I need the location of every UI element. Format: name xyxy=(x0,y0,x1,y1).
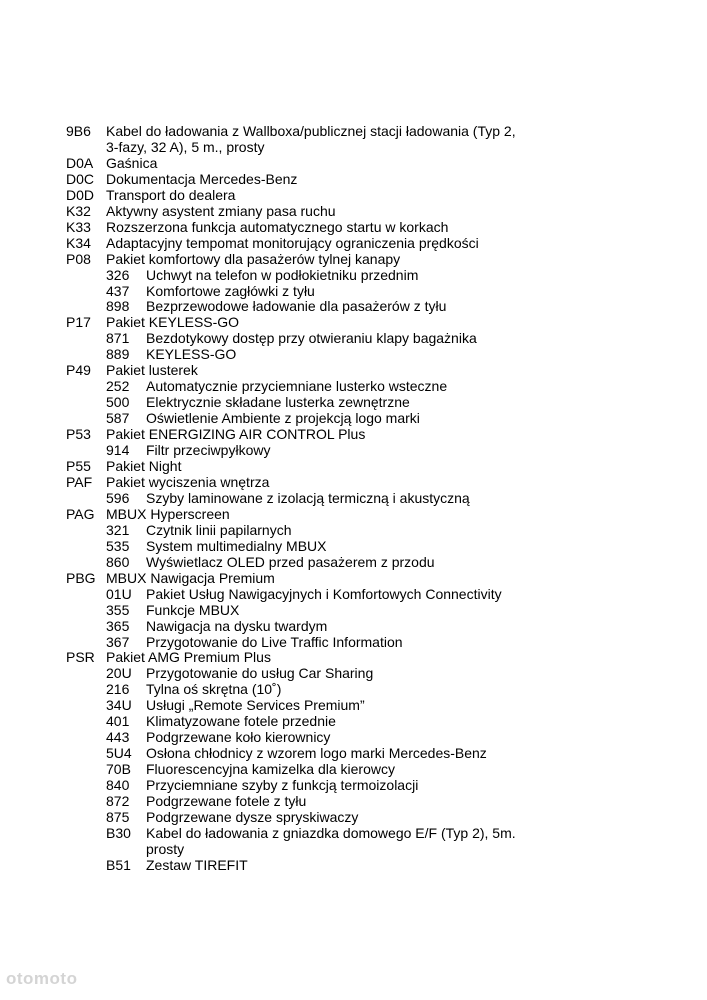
option-code: P53 xyxy=(66,426,91,443)
sub-item-code: 914 xyxy=(106,442,130,459)
option-item xyxy=(66,363,666,379)
sub-item xyxy=(66,379,666,395)
sub-item-description: Osłona chłodnicy z wzorem logo marki Mercedes-Benz xyxy=(146,745,487,762)
sub-item-code: 20U xyxy=(106,665,132,682)
sub-item-description: Podgrzewane dysze spryskiwaczy xyxy=(146,808,359,825)
sub-item xyxy=(66,587,666,603)
sub-item-description: Kabel do ładowania z gniazdka domowego E/F (Typ 2), 5m. xyxy=(146,824,516,841)
sub-item-description: Przyciemniane szyby z funkcją termoizolacji xyxy=(146,777,419,794)
sub-item-code: 889 xyxy=(106,346,130,363)
option-description: Kabel do ładowania z Wallboxa/publicznej stacji ładowania (Typ 2, xyxy=(106,123,516,139)
option-item xyxy=(66,252,666,268)
sub-item-code: 401 xyxy=(106,713,130,730)
option-item xyxy=(66,156,666,172)
option-item xyxy=(66,236,666,252)
sub-item-description: Tylna oś skrętna (10˚) xyxy=(146,681,282,698)
option-item xyxy=(66,172,666,188)
option-code: D0A xyxy=(66,154,94,171)
sub-item-description: Fluorescencyjna kamizelka dla kierowcy xyxy=(146,761,395,778)
sub-item xyxy=(66,714,666,730)
sub-item-code: 321 xyxy=(106,521,130,538)
sub-item-description: System multimedialny MBUX xyxy=(146,537,327,554)
sub-item-description: Przygotowanie do usług Car Sharing xyxy=(146,665,374,682)
option-description: 3-fazy, 32 A), 5 m., prosty xyxy=(106,138,265,155)
sub-item-code: 326 xyxy=(106,266,130,283)
option-code: 9B6 xyxy=(66,123,91,139)
sub-item-code: 34U xyxy=(106,697,132,714)
sub-item-description: Bezprzewodowe ładowanie dla pasażerów z tyłu xyxy=(146,298,447,315)
sub-item-description: Nawigacja na dysku twardym xyxy=(146,617,328,634)
sub-item-code: 443 xyxy=(106,729,130,746)
equipment-list xyxy=(66,124,666,874)
sub-item-description: Automatycznie przyciemniane lusterko wsteczne xyxy=(146,378,448,395)
sub-item xyxy=(66,666,666,682)
sub-item xyxy=(66,299,666,315)
sub-item-description: Zestaw TIREFIT xyxy=(146,856,248,873)
option-description: Adaptacyjny tempomat monitorujący ograniczenia prędkości xyxy=(106,234,479,251)
sub-item xyxy=(66,730,666,746)
sub-item-description: Uchwyt na telefon w podłokietniku przednim xyxy=(146,266,419,283)
sub-item xyxy=(66,619,666,635)
option-description: Transport do dealera xyxy=(106,186,236,203)
sub-item xyxy=(66,395,666,411)
sub-item-description: Przygotowanie do Live Traffic Information xyxy=(146,633,403,650)
option-code: K34 xyxy=(66,234,91,251)
sub-item-code: 01U xyxy=(106,585,132,602)
option-code: P49 xyxy=(66,362,91,379)
option-description: Gaśnica xyxy=(106,154,158,171)
sub-item xyxy=(66,491,666,507)
option-code: D0C xyxy=(66,170,95,187)
sub-item xyxy=(66,682,666,698)
sub-item xyxy=(66,268,666,284)
option-description: Rozszerzona funkcja automatycznego startu w korkach xyxy=(106,218,449,235)
watermark: otomoto xyxy=(6,969,78,988)
option-code: PAF xyxy=(66,473,93,490)
option-item xyxy=(66,650,666,666)
option-code: P55 xyxy=(66,458,91,475)
sub-item-code: B51 xyxy=(106,856,131,873)
option-description: Pakiet wyciszenia wnętrza xyxy=(106,473,270,490)
sub-item-code: 5U4 xyxy=(106,745,132,762)
option-code: P17 xyxy=(66,314,91,331)
sub-item-description: Wyświetlacz OLED przed pasażerem z przodu xyxy=(146,553,435,570)
option-item xyxy=(66,427,666,443)
sub-item xyxy=(66,698,666,714)
sub-item xyxy=(66,746,666,762)
sub-item-description: Klimatyzowane fotele przednie xyxy=(146,713,336,730)
sub-item-code: 252 xyxy=(106,378,130,395)
sub-item-description: Pakiet Usług Nawigacyjnych i Komfortowych Connectivity xyxy=(146,585,502,602)
sub-item-description: Usługi „Remote Services Premium” xyxy=(146,697,365,714)
sub-item-code: 355 xyxy=(106,601,130,618)
option-code: PSR xyxy=(66,649,95,666)
sub-item-code: 587 xyxy=(106,410,130,427)
sub-item-description: Filtr przeciwpyłkowy xyxy=(146,442,271,459)
sub-item-code: B30 xyxy=(106,824,131,841)
sub-item xyxy=(66,778,666,794)
option-description: Pakiet KEYLESS-GO xyxy=(106,314,240,331)
sub-item-code: 860 xyxy=(106,553,130,570)
sub-item xyxy=(66,539,666,555)
sub-item-description: KEYLESS-GO xyxy=(146,346,237,363)
sub-item-code: 365 xyxy=(106,617,130,634)
sub-item-description: Podgrzewane koło kierownicy xyxy=(146,729,331,746)
option-code: K32 xyxy=(66,202,91,219)
sub-item xyxy=(66,331,666,347)
sub-item xyxy=(66,603,666,619)
option-description: Aktywny asystent zmiany pasa ruchu xyxy=(106,202,336,219)
sub-item-code: 535 xyxy=(106,537,130,554)
sub-item-code: 840 xyxy=(106,777,130,794)
sub-item-description: Podgrzewane fotele z tyłu xyxy=(146,793,307,810)
sub-item-code: 871 xyxy=(106,330,130,347)
option-item xyxy=(66,315,666,331)
option-item xyxy=(66,475,666,491)
sub-item xyxy=(66,555,666,571)
sub-item-description: Oświetlenie Ambiente z projekcją logo marki xyxy=(146,410,420,427)
sub-item-description: Szyby laminowane z izolacją termiczną i akustyczną xyxy=(146,489,470,506)
option-code: P08 xyxy=(66,250,91,267)
option-item xyxy=(66,507,666,523)
sub-item-code: 70B xyxy=(106,761,131,778)
option-code: D0D xyxy=(66,186,95,203)
sub-item xyxy=(66,284,666,300)
option-description: Dokumentacja Mercedes-Benz xyxy=(106,170,298,187)
sub-item xyxy=(66,794,666,810)
sub-item-code: 437 xyxy=(106,282,130,299)
option-code: K33 xyxy=(66,218,91,235)
sub-item-code: 367 xyxy=(106,633,130,650)
sub-item xyxy=(66,810,666,826)
sub-item-code: 500 xyxy=(106,394,130,411)
sub-item xyxy=(66,411,666,427)
option-code: PAG xyxy=(66,505,95,522)
option-item xyxy=(66,571,666,587)
sub-item-code: 216 xyxy=(106,681,130,698)
sub-item xyxy=(66,762,666,778)
option-description: Pakiet AMG Premium Plus xyxy=(106,649,271,666)
sub-item-description: Czytnik linii papilarnych xyxy=(146,521,292,538)
sub-item xyxy=(66,347,666,363)
option-item xyxy=(66,204,666,220)
sub-item xyxy=(66,523,666,539)
option-item xyxy=(66,220,666,236)
option-item xyxy=(66,188,666,204)
option-description: MBUX Hyperscreen xyxy=(106,505,230,522)
sub-item xyxy=(66,635,666,651)
sub-item-code: 872 xyxy=(106,793,130,810)
sub-item xyxy=(66,858,666,874)
sub-item-description: Elektrycznie składane lusterka zewnętrzne xyxy=(146,394,410,411)
sub-item-code: 875 xyxy=(106,808,130,825)
option-item xyxy=(66,459,666,475)
option-description: Pakiet lusterek xyxy=(106,362,198,379)
option-item xyxy=(66,124,666,156)
option-description: Pakiet Night xyxy=(106,458,182,475)
sub-item xyxy=(66,826,666,858)
option-description: Pakiet komfortowy dla pasażerów tylnej kanapy xyxy=(106,250,401,267)
option-code: PBG xyxy=(66,569,96,586)
sub-item-description: Bezdotykowy dostęp przy otwieraniu klapy bagażnika xyxy=(146,330,477,347)
sub-item-description: Funkcje MBUX xyxy=(146,601,240,618)
sub-item-description: Komfortowe zagłówki z tyłu xyxy=(146,282,315,299)
sub-item-description: prosty xyxy=(146,840,185,857)
option-description: Pakiet ENERGIZING AIR CONTROL Plus xyxy=(106,426,366,443)
option-description: MBUX Nawigacja Premium xyxy=(106,569,275,586)
sub-item-code: 596 xyxy=(106,489,130,506)
sub-item xyxy=(66,443,666,459)
sub-item-code: 898 xyxy=(106,298,130,315)
